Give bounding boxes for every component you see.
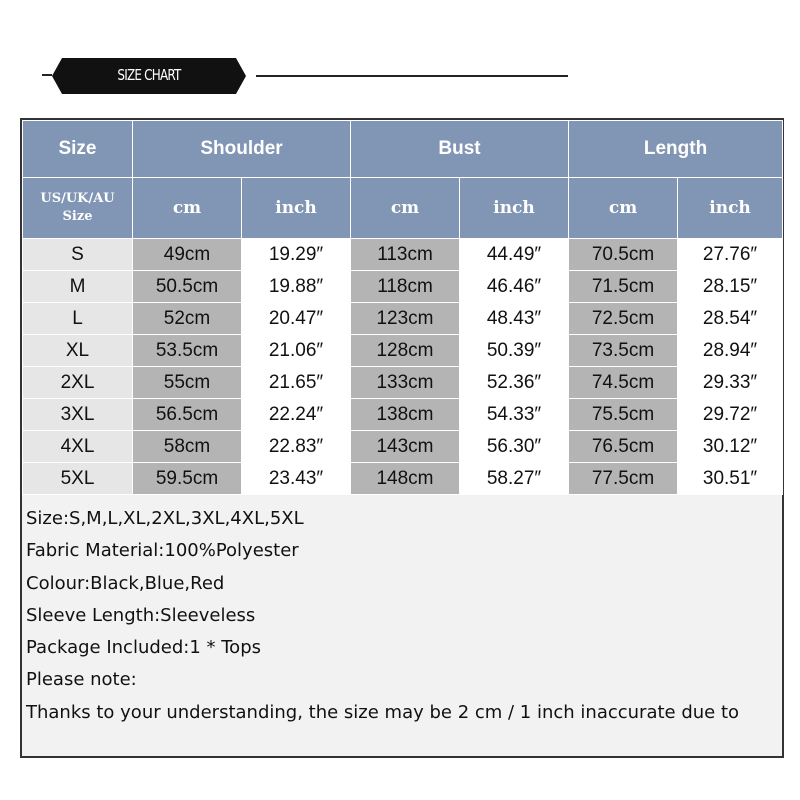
cell-length-inch: 29.33″: [678, 367, 783, 399]
cell-bust-cm: 138cm: [351, 399, 460, 431]
note-please: Please note:: [26, 669, 137, 691]
note-colour: Colour:Black,Blue,Red: [26, 572, 225, 594]
banner-tab: [62, 58, 236, 94]
table-row: [23, 335, 783, 367]
subheader-size-line2: Size: [62, 209, 93, 224]
cell-size: 5XL: [23, 463, 133, 495]
subheader-size-line1: US/UK/AU: [40, 191, 115, 206]
cell-bust-inch: 50.39″: [460, 335, 569, 367]
cell-bust-cm: 113cm: [351, 239, 460, 271]
subheader-bust-inch: inch: [460, 178, 569, 239]
cell-shoulder-cm: 53.5cm: [133, 335, 242, 367]
cell-shoulder-cm: 55cm: [133, 367, 242, 399]
cell-bust-cm: 133cm: [351, 367, 460, 399]
cell-length-cm: 73.5cm: [569, 335, 678, 367]
size-chart-banner: [40, 54, 570, 98]
cell-shoulder-inch: 21.06″: [242, 335, 351, 367]
cell-shoulder-inch: 21.65″: [242, 367, 351, 399]
cell-length-inch: 28.54″: [678, 303, 783, 335]
cell-bust-cm: 118cm: [351, 271, 460, 303]
cell-shoulder-cm: 52cm: [133, 303, 242, 335]
cell-length-inch: 28.94″: [678, 335, 783, 367]
cell-bust-inch: 58.27″: [460, 463, 569, 495]
cell-bust-inch: 46.46″: [460, 271, 569, 303]
cell-shoulder-cm: 58cm: [133, 431, 242, 463]
cell-bust-inch: 56.30″: [460, 431, 569, 463]
table-subheader-row: [23, 178, 783, 239]
cell-bust-cm: 128cm: [351, 335, 460, 367]
cell-size: XL: [23, 335, 133, 367]
cell-size: M: [23, 271, 133, 303]
cell-size: L: [23, 303, 133, 335]
table-body: [23, 239, 783, 495]
subheader-bust-cm: cm: [351, 178, 460, 239]
subheader-size: [23, 178, 133, 239]
banner-dash: [42, 74, 52, 76]
cell-shoulder-inch: 19.29″: [242, 239, 351, 271]
cell-shoulder-inch: 23.43″: [242, 463, 351, 495]
cell-bust-inch: 44.49″: [460, 239, 569, 271]
subheader-length-cm: cm: [569, 178, 678, 239]
header-bust: Bust: [351, 121, 569, 178]
subheader-shoulder-cm: cm: [133, 178, 242, 239]
note-package: Package Included:1 * Tops: [26, 637, 261, 659]
cell-length-inch: 30.51″: [678, 463, 783, 495]
header-shoulder: Shoulder: [133, 121, 351, 178]
cell-shoulder-inch: 22.83″: [242, 431, 351, 463]
header-length: Length: [569, 121, 783, 178]
banner-rule: [256, 75, 568, 77]
table-row: [23, 303, 783, 335]
note-sleeve: Sleeve Length:Sleeveless: [26, 604, 256, 626]
cell-size: 3XL: [23, 399, 133, 431]
cell-bust-cm: 143cm: [351, 431, 460, 463]
banner-title: SIZE CHART: [117, 66, 181, 84]
cell-length-inch: 27.76″: [678, 239, 783, 271]
cell-length-cm: 75.5cm: [569, 399, 678, 431]
cell-length-cm: 72.5cm: [569, 303, 678, 335]
cell-bust-inch: 48.43″: [460, 303, 569, 335]
subheader-length-inch: inch: [678, 178, 783, 239]
size-table: [22, 120, 783, 495]
table-row: [23, 431, 783, 463]
cell-bust-inch: 52.36″: [460, 367, 569, 399]
note-thanks: Thanks to your understanding, the size may be 2 cm / 1 inch inaccurate due to: [26, 701, 740, 723]
subheader-shoulder-inch: inch: [242, 178, 351, 239]
cell-shoulder-cm: 49cm: [133, 239, 242, 271]
cell-length-inch: 30.12″: [678, 431, 783, 463]
cell-length-inch: 29.72″: [678, 399, 783, 431]
cell-length-cm: 74.5cm: [569, 367, 678, 399]
size-chart-panel: [20, 118, 784, 758]
cell-size: S: [23, 239, 133, 271]
cell-bust-inch: 54.33″: [460, 399, 569, 431]
table-row: [23, 239, 783, 271]
cell-length-cm: 77.5cm: [569, 463, 678, 495]
table-header-row: [23, 121, 783, 178]
cell-shoulder-cm: 50.5cm: [133, 271, 242, 303]
product-notes: [26, 503, 776, 729]
cell-size: 4XL: [23, 431, 133, 463]
cell-length-inch: 28.15″: [678, 271, 783, 303]
table-row: [23, 271, 783, 303]
table-row: [23, 367, 783, 399]
cell-length-cm: 71.5cm: [569, 271, 678, 303]
cell-shoulder-inch: 22.24″: [242, 399, 351, 431]
cell-shoulder-cm: 59.5cm: [133, 463, 242, 495]
cell-length-cm: 70.5cm: [569, 239, 678, 271]
cell-shoulder-inch: 19.88″: [242, 271, 351, 303]
note-size: Size:S,M,L,XL,2XL,3XL,4XL,5XL: [26, 508, 304, 529]
cell-length-cm: 76.5cm: [569, 431, 678, 463]
cell-bust-cm: 123cm: [351, 303, 460, 335]
header-size: Size: [23, 121, 133, 178]
table-row: [23, 463, 783, 495]
cell-size: 2XL: [23, 367, 133, 399]
table-row: [23, 399, 783, 431]
cell-shoulder-inch: 20.47″: [242, 303, 351, 335]
cell-shoulder-cm: 56.5cm: [133, 399, 242, 431]
note-fabric: Fabric Material:100%Polyester: [26, 540, 299, 562]
cell-bust-cm: 148cm: [351, 463, 460, 495]
